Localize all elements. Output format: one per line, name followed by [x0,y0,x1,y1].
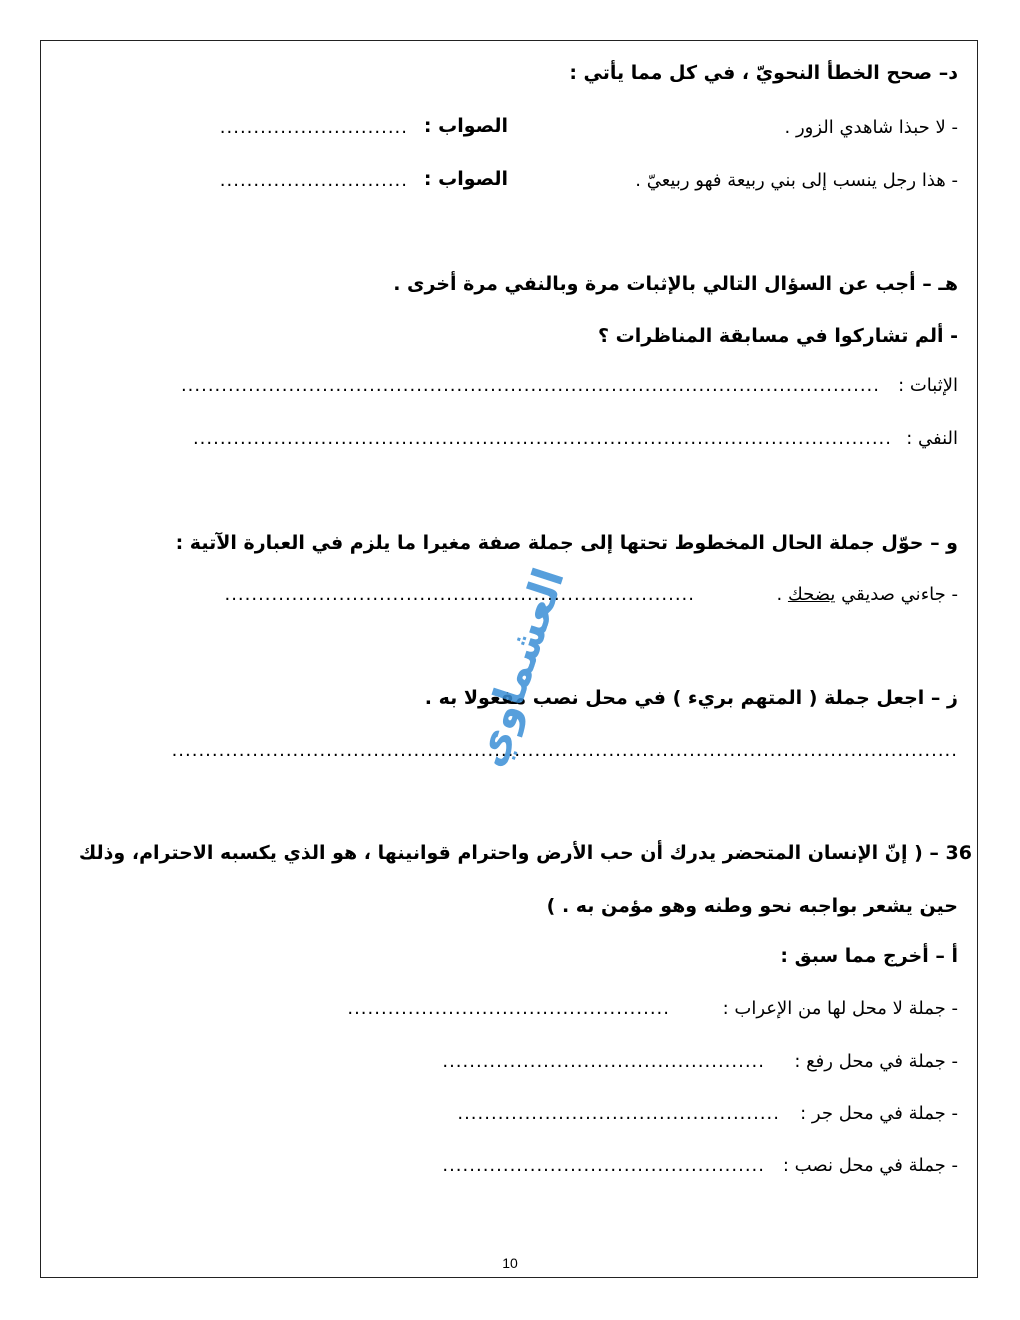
section-h-heading: هـ – أجب عن السؤال التالي بالإثبات مرة وبالنفي مرة أخرى . [393,273,958,295]
section-z-answer[interactable]: ..................................................................................................................... [171,740,958,761]
section-d-item-1-label: الصواب : [423,115,508,137]
underlined-hal-phrase: يضحك [787,584,836,605]
negate-answer[interactable]: ........................................................................................................ [192,428,892,449]
negate-label: النفي : [906,428,958,449]
section-d-item-2-answer[interactable]: ............................ [219,170,408,191]
section-d-item-2-sentence: - هذا رجل ينسب إلى بني ربيعة فهو ربيعيّ . [635,170,958,191]
q36-item-3-answer[interactable]: ................................................ [457,1103,780,1124]
watermark: العشماوي [463,562,574,773]
q36-text-line-2: حين يشعر بواجبه نحو وطنه وهو مؤمن به . ) [546,895,958,917]
q36-item-1-answer[interactable]: ................................................ [347,998,670,1019]
section-w-sentence-pre: - جاءني صديقي [841,584,958,605]
q36-text-line-1: 36 – ( إنّ الإنسان المتحضر يدرك أن حب الأرض واحترام قوانينها ، هو الذي يكسبه الاحترام، وذلك [78,842,972,864]
section-w-sentence-post: . [776,584,788,605]
section-h-question: - ألم تشاركوا في مسابقة المناظرات ؟ [598,325,958,347]
section-d-item-1-sentence: - لا حبذا شاهدي الزور . [784,117,958,138]
q36-item-3-label: - جملة في محل جر : [800,1103,958,1124]
q36-item-1-label: - جملة لا محل لها من الإعراب : [722,998,958,1019]
q36-item-4-answer[interactable]: ................................................ [442,1155,765,1176]
section-d-item-1-answer[interactable]: ............................ [219,117,408,138]
section-d-item-2-label: الصواب : [423,168,508,190]
q36-item-2-answer[interactable]: ................................................ [442,1051,765,1072]
q36-item-4-label: - جملة في محل نصب : [782,1155,958,1176]
section-w-sentence [777,584,959,605]
section-z-heading: ز – اجعل جملة ( المتهم بريء ) في محل نصب مفعولا به . [424,687,958,709]
page-number: 10 [502,1255,518,1271]
affirm-label: الإثبات : [898,375,958,396]
section-w-answer[interactable]: ...................................................................... [224,584,695,605]
section-d-heading: د– صحح الخطأ النحويّ ، في كل مما يأتي : [569,62,958,84]
q36-sub-heading: أ – أخرج مما سبق : [780,945,958,967]
affirm-answer[interactable]: ........................................................................................................ [180,375,880,396]
section-w-heading: و – حوّل جملة الحال المخطوط تحتها إلى جملة صفة مغيرا ما يلزم في العبارة الآتية : [175,532,958,554]
q36-item-2-label: - جملة في محل رفع : [794,1051,958,1072]
